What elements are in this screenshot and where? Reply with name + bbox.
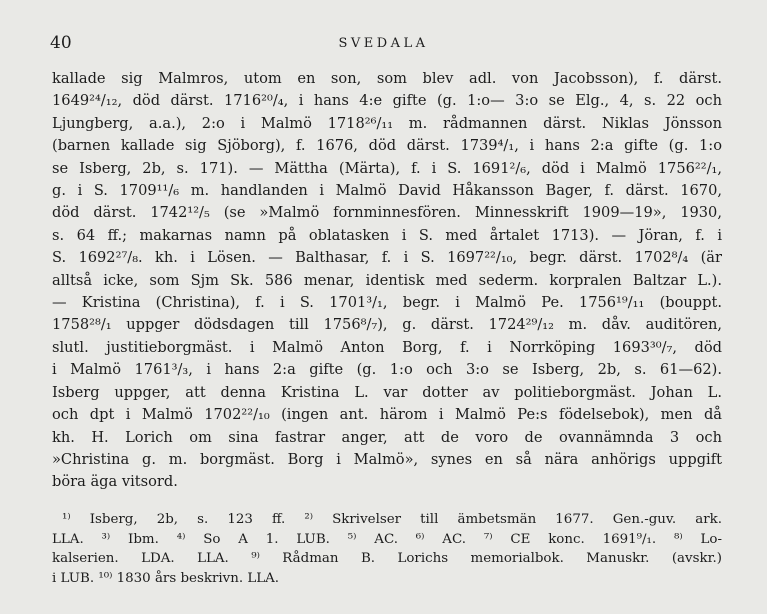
body-line: kh. H. Lorich om sina fastrar anger, att de voro de ovannämnda 3 och [52, 428, 722, 446]
body-line: 1649²⁴/₁₂, död därst. 1716²⁰/₄, i hans 4:e gifte (g. 1:o— 3:o se Elg., 4, s. 22 och [52, 92, 722, 110]
body-line: Isberg uppger, att denna Kristina L. var dotter av politieborgmäst. Johan L. [52, 383, 722, 401]
footnote-line: ¹⁾ Isberg, 2b, s. 123 ff. ²⁾ Skrivelser till ämbetsmän 1677. Gen.-guv. ark. [62, 512, 722, 527]
body-line: se Isberg, 2b, s. 171). — Mättha (Märta), f. i S. 1691²/₆, död i Malmö 1756²²/₁, [52, 159, 722, 177]
body-line: och dpt i Malmö 1702²²/₁₀ (ingen ant. härom i Malmö Pe:s födelsebok), men då [52, 406, 722, 424]
body-line: böra äga vitsord. [52, 473, 178, 491]
body-line: 1758²⁸/₁ uppger dödsdagen till 1756⁸/₇), g. därst. 1724²⁹/₁₂ m. dåv. auditören, [52, 316, 722, 334]
running-head: SVEDALA [338, 36, 429, 51]
footnote-line: LLA. ³⁾ Ibm. ⁴⁾ So A 1. LUB. ⁵⁾ AC. ⁶⁾ AC. ⁷⁾ CE konc. 1691⁹/₁. ⁸⁾ Lo- [52, 531, 722, 547]
footnote-line: i LUB. ¹⁰⁾ 1830 års beskrivn. LLA. [52, 570, 280, 586]
body-text [52, 68, 722, 494]
body-line: g. i S. 1709¹¹/₆ m. handlanden i Malmö David Håkansson Bager, f. därst. 1670, [52, 182, 722, 200]
body-line: slutl. justitieborgmäst. i Malmö Anton Borg, f. i Norrköping 1693³⁰/₇, död [52, 338, 722, 356]
body-line: Ljungberg, a.a.), 2:o i Malmö 1718²⁶/₁₁ m. rådmannen därst. Niklas Jönsson [52, 114, 722, 132]
body-line: död därst. 1742¹²/₅ (se »Malmö fornminnesfören. Minnesskrift 1909—19», 1930, [52, 204, 722, 222]
body-line: kallade sig Malmros, utom en son, som blev adl. von Jacobsson), f. därst. [52, 70, 722, 87]
footnotes [52, 510, 722, 588]
body-line: (barnen kallade sig Sjöborg), f. 1676, död därst. 1739⁴/₁, i hans 2:a gifte (g. 1:o [52, 137, 722, 155]
body-line: »Christina g. m. borgmäst. Borg i Malmö», synes en så nära anhörigs uppgift [52, 450, 722, 468]
body-line: alltså icke, som Sjm Sk. 586 menar, identisk med sederm. korpralen Baltzar L.). [52, 271, 722, 289]
footnote-line: kalserien. LDA. LLA. ⁹⁾ Rådman B. Lorichs memorialbok. Manuskr. (avskr.) [52, 551, 722, 567]
body-line: S. 1692²⁷/₈. kh. i Lösen. — Balthasar, f. i S. 1697²²/₁₀, begr. därst. 1702⁸/₄ (är [52, 249, 722, 267]
page-number: 40 [50, 33, 72, 53]
body-line: — Kristina (Christina), f. i S. 1701³/₁, begr. i Malmö Pe. 1756¹⁹/₁₁ (bouppt. [52, 294, 722, 312]
body-line: s. 64 ff.; makarnas namn på oblatasken i S. med årtalet 1713). — Jöran, f. i [52, 226, 722, 244]
body-line: i Malmö 1761³/₃, i hans 2:a gifte (g. 1:o och 3:o se Isberg, 2b, s. 61—62). [52, 361, 722, 379]
